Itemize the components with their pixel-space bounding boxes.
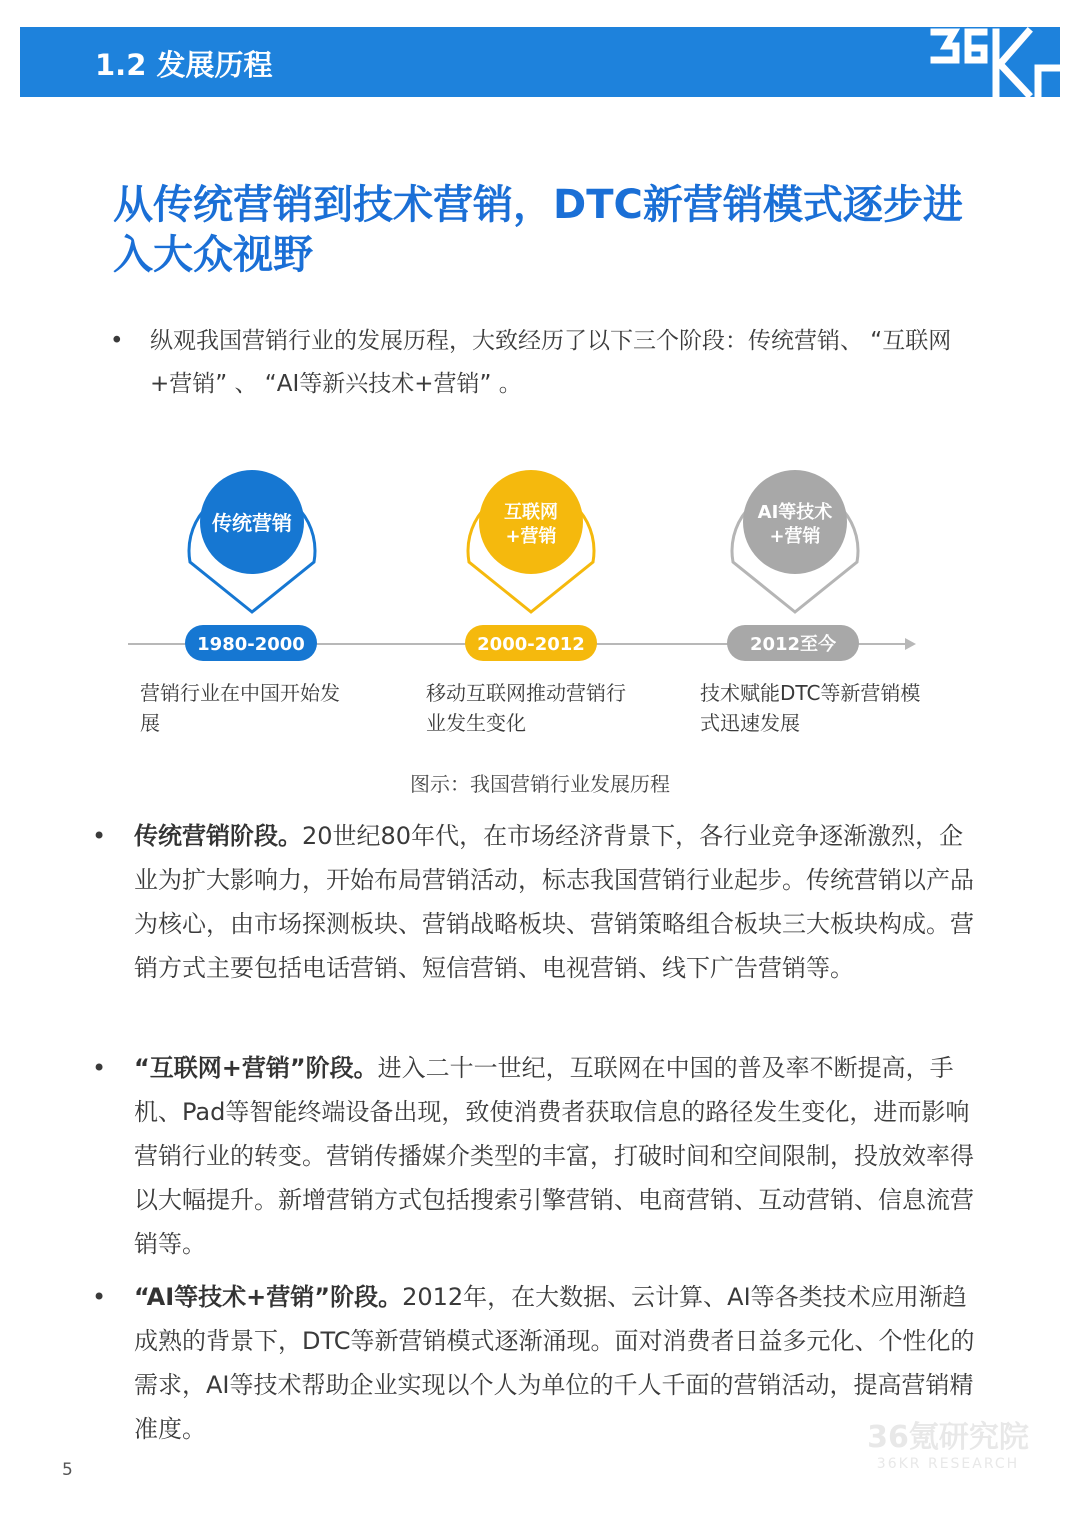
section-traditional (92, 814, 982, 990)
bullet-dot: • (92, 822, 107, 850)
section-heading: “互联网+营销”阶段。 (134, 1054, 378, 1082)
bullet-dot: • (92, 1054, 107, 1082)
section-heading: “AI等技术+营销”阶段。 (134, 1283, 403, 1311)
main-title: 从传统营销到技术营销，DTC新营销模式逐步进入大众视野 (113, 182, 963, 278)
timeline-diagram (0, 440, 1080, 750)
stage-2-period: 2000-2012 (477, 634, 585, 655)
stage-3-desc: 技术赋能DTC等新营销模式迅速发展 (700, 681, 921, 735)
page-number: 5 (62, 1460, 73, 1480)
stage-1-label: 传统营销 (212, 511, 292, 535)
section-body: 进入二十一世纪，互联网在中国的普及率不断提高，手机、Pad等智能终端设备出现，致使消费者获取信息的路径发生变化，进而影响营销行业的转变。营销传播媒介类型的丰富，打破时间和空间限制，投放效率得以大幅提升。新增营销方式包括搜索引擎营销、电商营销、互动营销、信息流营销等。 (134, 1054, 974, 1258)
stage-1-period: 1980-2000 (197, 634, 305, 655)
section-body: 2012年，在大数据、云计算、AI等各类技术应用渐趋成熟的背景下，DTC等新营销模式逐渐涌现。面对消费者日益多元化、个性化的需求，AI等技术帮助企业实现以个人为单位的千人千面的营销活动，提高营销精准度。 (134, 1283, 975, 1443)
stage-3-period: 2012至今 (749, 634, 837, 655)
section-internet (92, 1046, 982, 1266)
stage-2-label-line2: +营销 (505, 526, 557, 547)
stage-marker-2 (465, 470, 597, 661)
bullet-dot: • (92, 1283, 107, 1311)
logo-36kr-icon (928, 24, 1064, 100)
intro-text: 纵观我国营销行业的发展历程，大致经历了以下三个阶段：传统营销、 “互联网+营销” 、 “AI等新兴技术+营销” 。 (150, 328, 952, 397)
section-title: 1.2 发展历程 (95, 48, 273, 82)
header-bar (20, 27, 1060, 97)
watermark-line1: 36氪研究院 (867, 1420, 1029, 1455)
stage-3-label-line1: AI等技术 (757, 502, 833, 523)
stage-marker-1 (185, 470, 317, 661)
bullet-dot: • (110, 328, 124, 354)
stage-2-desc: 移动互联网推动营销行业发生变化 (426, 681, 626, 735)
timeline-arrow-icon (905, 638, 916, 650)
section-body: 20世纪80年代，在市场经济背景下，各行业竞争逐渐激烈，企业为扩大影响力，开始布局营销活动，标志我国营销行业起步。传统营销以产品为核心，由市场探测板块、营销战略板块、营销策略组合板块三大板块构成。营销方式主要包括电话营销、短信营销、电视营销、线下广告营销等。 (134, 822, 974, 982)
stage-1-desc: 营销行业在中国开始发展 (140, 681, 340, 735)
section-heading: 传统营销阶段。 (134, 822, 302, 850)
figure-caption: 图示：我国营销行业发展历程 (410, 772, 670, 796)
stage-3-label-line2: +营销 (769, 526, 821, 547)
stage-marker-3 (727, 470, 859, 661)
stage-2-label-line1: 互联网 (504, 502, 558, 523)
watermark-line2: 36KR RESEARCH (876, 1456, 1020, 1472)
intro-bullet (110, 320, 980, 406)
watermark (848, 1412, 1048, 1472)
